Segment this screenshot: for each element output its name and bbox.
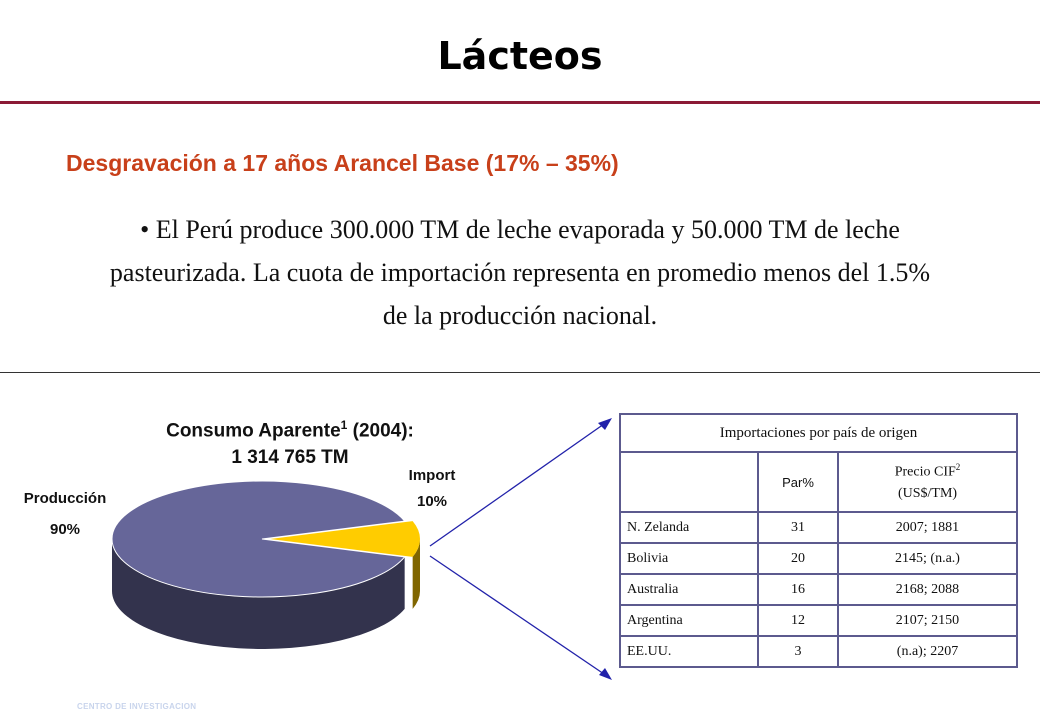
header-share: Par% [758,452,838,512]
cell-price: 2168; 2088 [838,574,1017,605]
arrow-head-upper [598,418,612,430]
cell-country: EE.UU. [620,636,758,667]
slice-value-import: 10% [416,493,448,510]
pie-slices [112,481,420,649]
chart-title-total: 1 314 765 TM [231,447,349,469]
cell-price: 2107; 2150 [838,605,1017,636]
cell-share: 3 [758,636,838,667]
arrow-line-lower [430,556,604,674]
slice-value-produccion: 90% [49,521,81,538]
connector-arrows [430,418,612,680]
cell-share: 31 [758,512,838,543]
table-row [620,574,1017,605]
cell-share: 20 [758,543,838,574]
cell-share: 16 [758,574,838,605]
cell-price: (n.a); 2207 [838,636,1017,667]
slice-label-import [392,467,472,510]
slide-subtitle: Desgravación a 17 años Arancel Base (17% – 35%) [66,150,619,176]
table-row [620,543,1017,574]
body-line-2: pasteurizada. La cuota de importación representa en promedio menos del 1.5% [109,258,931,287]
chart-title-year: (2004): [347,420,414,442]
table-row [620,605,1017,636]
header-price-unit: (US$/TM) [897,486,958,502]
chart-title-footnote: 1 [340,418,348,432]
cell-country: Argentina [620,605,758,636]
arrow-head-lower [599,668,612,680]
cell-share: 12 [758,605,838,636]
cell-country: Australia [620,574,758,605]
header-price [838,452,1017,512]
table-header-row [620,452,1017,512]
table-row [620,512,1017,543]
header-price-label: Precio CIF [894,464,956,480]
table-row [620,636,1017,667]
chart-title-main: Consumo Aparente [166,420,341,442]
header-price-footnote: 2 [955,461,961,472]
slide-title: Lácteos [437,34,603,78]
body-line-3: de la producción nacional. [382,301,658,330]
body-line-1: • El Perú produce 300.000 TM de leche evaporada y 50.000 TM de leche [140,215,900,244]
slice-name-import: Import [408,467,456,484]
slice-name-produccion: Producción [23,490,107,507]
cell-price: 2145; (n.a.) [838,543,1017,574]
table-title: Importaciones por país de origen [620,414,1017,452]
cell-country: N. Zelanda [620,512,758,543]
slice-label-produccion [10,490,120,538]
watermark-text: CENTRO DE INVESTIGACION [77,702,197,711]
cell-price: 2007; 1881 [838,512,1017,543]
header-country [620,452,758,512]
imports-table [619,413,1018,668]
cell-country: Bolivia [620,543,758,574]
